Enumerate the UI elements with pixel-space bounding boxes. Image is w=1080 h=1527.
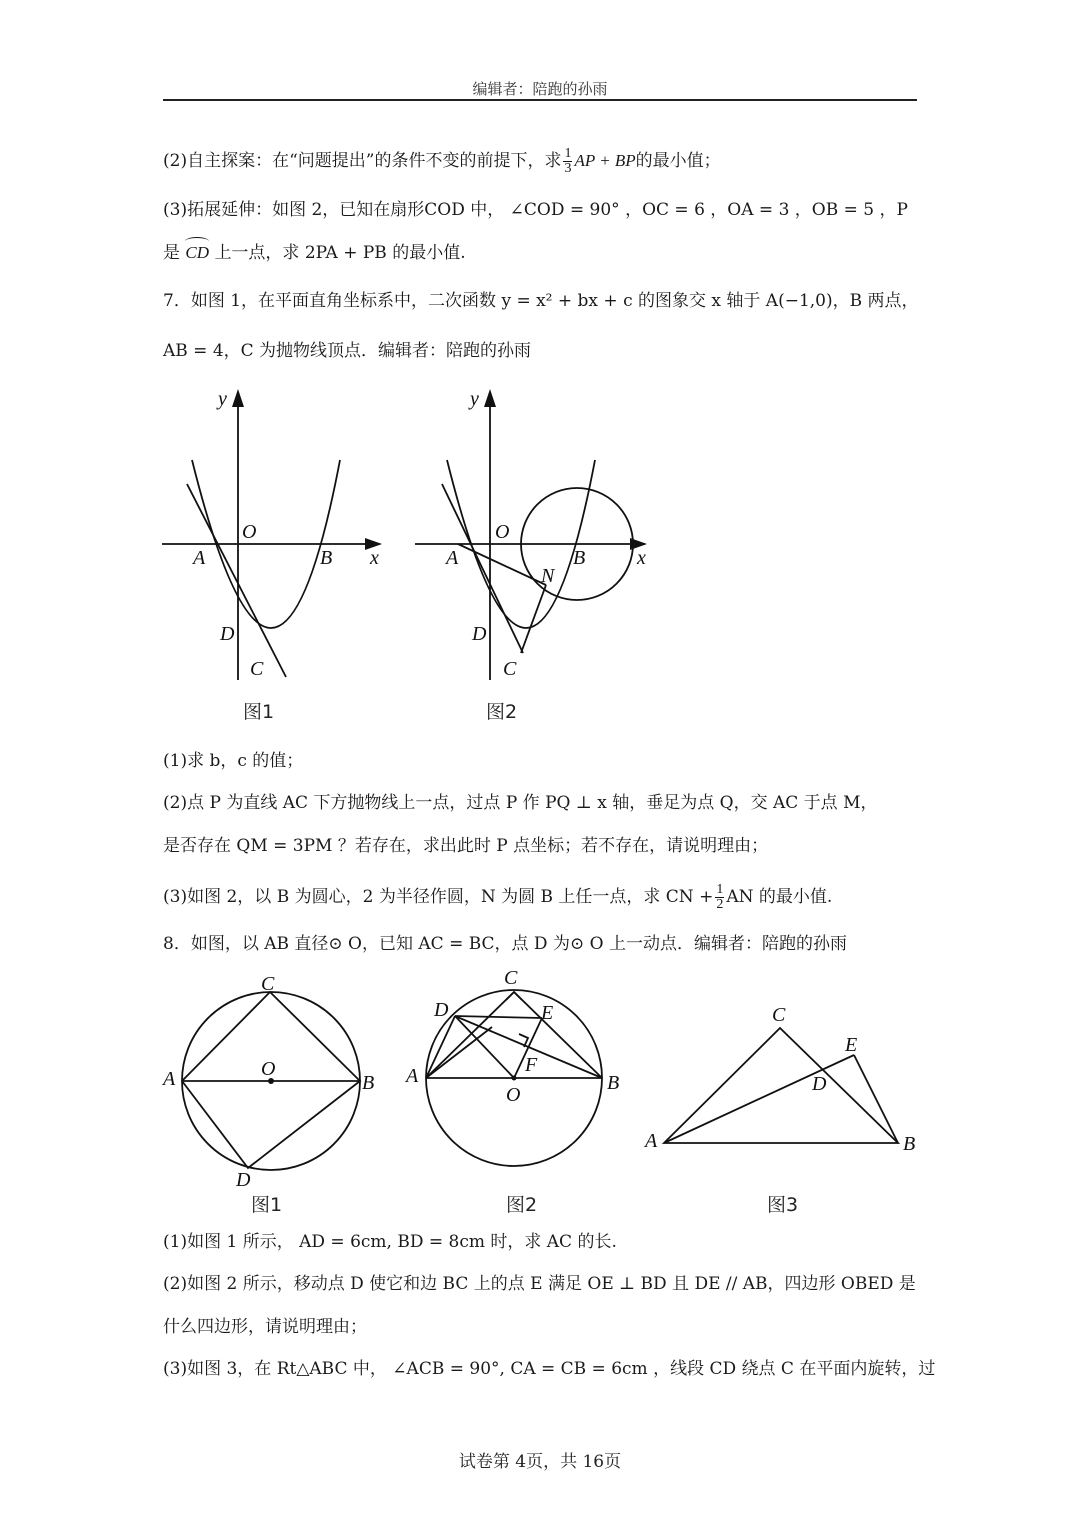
- q7-part3-frac-num: 1: [716, 882, 724, 897]
- q6-part3-line1: (3)拓展延伸：如图 2，已知在扇形COD 中， ∠COD = 90° ，OC = 6 ，OA = 3 ，OB = 5 ，P: [163, 200, 908, 220]
- label-c: C: [250, 658, 264, 680]
- label-d: D: [220, 623, 235, 645]
- q7-figure-1: [160, 385, 400, 730]
- q7-part3-frac-den: 2: [716, 897, 724, 912]
- line-ad: [426, 1016, 455, 1078]
- q8-figure-3: [640, 995, 925, 1220]
- label-c: C: [261, 973, 275, 995]
- page-footer: 试卷第 4页，共 16页: [458, 1452, 622, 1472]
- label-d: D: [472, 623, 487, 645]
- q7-part1: (1)求 b，c 的值；: [163, 751, 304, 771]
- q6-part3-suffix: 上一点，求 2PA + PB 的最小值.: [214, 243, 466, 263]
- q6-part2-suffix: 的最小值；: [635, 151, 721, 171]
- label-a: A: [645, 1130, 658, 1152]
- q8-part2-line2: 什么四边形，请说明理由；: [163, 1317, 367, 1337]
- q6-part2-fraction: [563, 147, 572, 176]
- label-a: A: [406, 1065, 419, 1087]
- label-a: A: [163, 1068, 176, 1090]
- q7-stem-line1: 7．如图 1，在平面直角坐标系中，二次函数 y = x² + bx + c 的图象交 x 轴于 A(−1,0)，B 两点，: [163, 291, 919, 311]
- q6-part3-prefix: 是: [163, 243, 180, 263]
- q8-stem: 8．如图，以 AB 直径⊙ O，已知 AC = BC，点 D 为⊙ O 上一动点．编辑者：陪跑的孙雨: [163, 934, 847, 954]
- label-o: O: [261, 1058, 276, 1080]
- label-a: A: [446, 547, 459, 569]
- label-o: O: [495, 521, 510, 543]
- q7-figure-2: [410, 385, 670, 730]
- line-ae: [664, 1055, 854, 1143]
- label-y: y: [218, 388, 227, 410]
- q7-fig2-caption: 图2: [486, 701, 518, 723]
- line-an: [458, 544, 546, 585]
- q6-part2: [163, 147, 721, 176]
- q8-fig1-caption: 图1: [251, 1194, 283, 1216]
- label-a: A: [193, 547, 206, 569]
- arc-cd: CD: [185, 243, 210, 262]
- label-o: O: [242, 521, 257, 543]
- q8-figure-1: [160, 965, 385, 1220]
- header-divider: [163, 99, 917, 101]
- line-ac: [187, 484, 286, 677]
- q8-fig3-caption: 图3: [767, 1194, 799, 1216]
- q8-figure-2: [400, 965, 640, 1220]
- q7-part3-suffix: AN 的最小值.: [726, 887, 833, 907]
- page-header-title: 编辑者：陪跑的孙雨: [472, 80, 608, 98]
- right-angle-mark-c: [506, 992, 522, 1000]
- q6-part2-frac-num: 1: [564, 146, 572, 161]
- label-d: D: [812, 1073, 827, 1095]
- q8-fig2-caption: 图2: [506, 1194, 538, 1216]
- label-b: B: [320, 547, 333, 569]
- label-e: E: [845, 1034, 858, 1056]
- label-y: y: [470, 388, 479, 410]
- label-c: C: [503, 658, 517, 680]
- label-e: E: [541, 1002, 554, 1024]
- q6-part2-frac-den: 3: [564, 161, 572, 176]
- label-d: D: [434, 999, 449, 1021]
- q7-part3-prefix: (3)如图 2，以 B 为圆心，2 为半径作圆，N 为圆 B 上任一点，求 CN +: [163, 887, 714, 907]
- label-b: B: [573, 547, 586, 569]
- q8-part2-line1: (2)如图 2 所示，移动点 D 使它和边 BC 上的点 E 满足 OE ⊥ BD 且 DE // AB，四边形 OBED 是: [163, 1274, 916, 1294]
- y-axis-arrow: [484, 389, 496, 407]
- q6-part3-line2: [163, 242, 466, 264]
- line-eb: [854, 1055, 898, 1143]
- center-point-o: [512, 1076, 517, 1081]
- label-b: B: [362, 1072, 375, 1094]
- label-n: N: [541, 565, 555, 587]
- label-f: F: [525, 1054, 538, 1076]
- label-c: C: [772, 1004, 786, 1026]
- label-b: B: [903, 1133, 916, 1155]
- line-do: [455, 1016, 514, 1078]
- triangle-abc: [664, 1028, 898, 1143]
- label-b: B: [607, 1072, 620, 1094]
- q8-part1: (1)如图 1 所示， AD = 6cm, BD = 8cm 时，求 AC 的长.: [163, 1232, 617, 1252]
- q7-part2-line1: (2)点 P 为直线 AC 下方抛物线上一点，过点 P 作 PQ ⊥ x 轴，垂足为点 Q，交 AC 于点 M，: [163, 793, 878, 813]
- line-de: [455, 1016, 542, 1018]
- label-x: x: [637, 547, 646, 569]
- q6-part2-expr: AP + BP: [574, 151, 636, 170]
- label-o: O: [506, 1084, 521, 1106]
- q7-part3: [163, 883, 832, 912]
- q6-part2-prefix: (2)自主探案：在“问题提出”的条件不变的前提下，求: [163, 151, 562, 171]
- q7-stem-line2: AB = 4，C 为抛物线顶点．编辑者：陪跑的孙雨: [163, 341, 532, 361]
- y-axis-arrow: [232, 389, 244, 407]
- q7-fig1-caption: 图1: [243, 701, 275, 723]
- q8-part3: (3)如图 3，在 Rt△ABC 中， ∠ACB = 90°, CA = CB = 6cm ，线段 CD 绕点 C 在平面内旋转，过: [163, 1359, 936, 1379]
- line-a-inner: [426, 1027, 492, 1078]
- lines-ac-cb: [426, 992, 602, 1078]
- q7-part3-fraction: [715, 883, 724, 912]
- label-x: x: [370, 547, 379, 569]
- label-c: C: [504, 967, 518, 989]
- label-d: D: [236, 1169, 251, 1191]
- q7-part2-line2: 是否存在 QM = 3PM ？若存在，求出此时 P 点坐标；若不存在，请说明理由；: [163, 836, 769, 856]
